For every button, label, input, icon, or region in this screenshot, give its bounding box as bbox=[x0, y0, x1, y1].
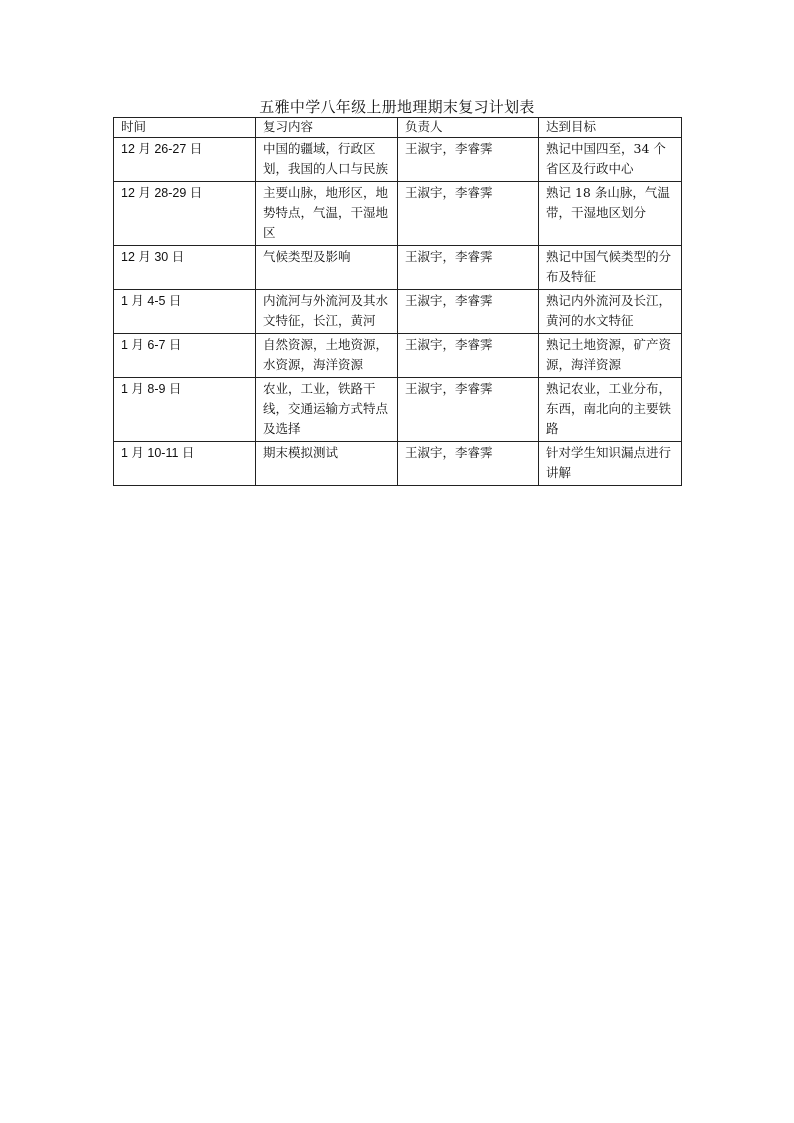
table-row bbox=[114, 182, 682, 246]
cell-content: 气候类型及影响 bbox=[256, 246, 398, 290]
header-content: 复习内容 bbox=[256, 118, 398, 138]
cell-content: 内流河与外流河及其水文特征，长江，黄河 bbox=[256, 290, 398, 334]
table-header-row bbox=[114, 118, 682, 138]
header-owner: 负责人 bbox=[398, 118, 539, 138]
header-goal: 达到目标 bbox=[539, 118, 682, 138]
cell-owner: 王淑宇，李睿霁 bbox=[398, 246, 539, 290]
cell-owner: 王淑宇，李睿霁 bbox=[398, 290, 539, 334]
header-time: 时间 bbox=[114, 118, 256, 138]
cell-time: 1 月 4-5 日 bbox=[114, 290, 256, 334]
cell-owner: 王淑宇，李睿霁 bbox=[398, 138, 539, 182]
cell-goal: 熟记 18 条山脉，气温带，干湿地区划分 bbox=[539, 182, 682, 246]
cell-owner: 王淑宇，李睿霁 bbox=[398, 378, 539, 442]
cell-content: 期末模拟测试 bbox=[256, 442, 398, 486]
cell-time: 1 月 10-11 日 bbox=[114, 442, 256, 486]
review-plan-table bbox=[113, 117, 682, 486]
cell-time: 12 月 26-27 日 bbox=[114, 138, 256, 182]
cell-content: 自然资源，土地资源，水资源，海洋资源 bbox=[256, 334, 398, 378]
table-row bbox=[114, 378, 682, 442]
document-title: 五雅中学八年级上册地理期末复习计划表 bbox=[259, 98, 535, 116]
cell-goal: 熟记土地资源，矿产资源，海洋资源 bbox=[539, 334, 682, 378]
cell-goal: 熟记中国四至，34 个省区及行政中心 bbox=[539, 138, 682, 182]
cell-time: 1 月 8-9 日 bbox=[114, 378, 256, 442]
table-row bbox=[114, 290, 682, 334]
cell-content: 主要山脉，地形区，地势特点，气温，干湿地区 bbox=[256, 182, 398, 246]
cell-time: 1 月 6-7 日 bbox=[114, 334, 256, 378]
table-row bbox=[114, 246, 682, 290]
cell-time: 12 月 30 日 bbox=[114, 246, 256, 290]
cell-time: 12 月 28-29 日 bbox=[114, 182, 256, 246]
table-row bbox=[114, 442, 682, 486]
cell-owner: 王淑宇，李睿霁 bbox=[398, 182, 539, 246]
cell-owner: 王淑宇，李睿霁 bbox=[398, 334, 539, 378]
cell-content: 中国的疆域，行政区划，我国的人口与民族 bbox=[256, 138, 398, 182]
cell-goal: 熟记农业，工业分布，东西，南北向的主要铁路 bbox=[539, 378, 682, 442]
table-row bbox=[114, 138, 682, 182]
cell-goal: 熟记中国气候类型的分布及特征 bbox=[539, 246, 682, 290]
cell-content: 农业，工业，铁路干线，交通运输方式特点及选择 bbox=[256, 378, 398, 442]
cell-goal: 针对学生知识漏点进行讲解 bbox=[539, 442, 682, 486]
table-row bbox=[114, 334, 682, 378]
cell-goal: 熟记内外流河及长江，黄河的水文特征 bbox=[539, 290, 682, 334]
cell-owner: 王淑宇，李睿霁 bbox=[398, 442, 539, 486]
